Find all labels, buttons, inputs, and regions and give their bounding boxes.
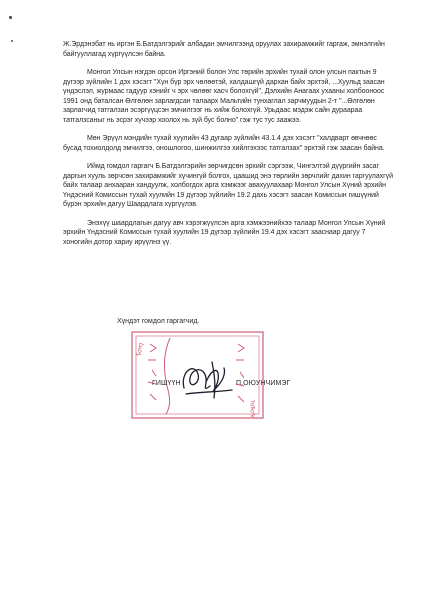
paragraph-5: Энэхүү шаардлагын дагуу авч хэрэгжүүлсэн арга хэмжээнийхээ талаар Монгол Улсын Хүний эрхийн Үндэсний Комиссын тухай хуулийн 19 дүгээр зүйлийн 19.4 дэх хэсэгт зааснаар дагуу 7 хоногийн дотор хариу ирүүлнэ үү. [63,219,386,246]
handwritten-signature-icon [176,358,236,400]
closing-greeting: Хүндэт гомдол гаргагчид. [117,318,200,325]
signer-name: П.ОЮУНЧИМЭГ [236,380,291,387]
svg-text:ᠮᠣᠩ: ᠮᠣᠩ [136,342,144,356]
letter-body [63,40,393,256]
signer-role: ГИШҮҮН [152,380,181,387]
paragraph-3: Мөн Эрүүл мэндийн тухай хуулийн 43 дугаар зүйлийн 43.1.4 дэх хэсэгт "халдварт өвчнөөс бусад тохиолдолд эмчилгээ, оношлогоо, шинжилгээ хийлгэхээс татгалзах" эрхтэй гэж заасан байна. [63,135,385,152]
paragraph-2: Монгол Улсын нэгдэн орсон Иргэний болон Улс төрийн эрхийн тухай олон улсын пактын 9 дүгээр зүйлийн 1 дэх хэсэгт "Хүн бүр эрх чөлөөтэй, халдашгүй дархан байх эрхтэй, ...Хуульд заасан үндэслэл, журмаас гадуур хэнийг ч эрх чөлөөг хасч болохгүй", Дэлхийн Анагаах ухааны холбооноос 1991 онд баталсан Өлгөлөн зарлагдсан талаарх Мальтийн тунхаглал зарчмуудын 2-т "...Өлгөлөн зарлагчид татгалзан эсэргүүцсэн эмчилгээг нь хийж болохгүй. Урьдаас мэдэж сайн дураараа татгалзсаныг нь эсрэг хүчээр хоолох нь зүй бус болно" гэж тус тус заажээ. [63,69,385,124]
scan-mark [11,40,13,42]
paragraph-1: Ж.Эрдэнэбат нь иргэн Б.Батдэлгэрийг албадан эмчилгээнд оруулах захирамжийг гаргаж, эмнэлгийн байгууллагад хүргүүлсэн байна. [63,41,385,58]
paragraph-4: Иймд гомдол гаргагч Б.Батдэлгэрийн зөрчигдсөн эрхийг сэргээж, Чингэлтэй дүүргийн засаг даргын хууль зөрчсөн захирамжийг хүчингүй болгох, цаашид энэ төрлийн зөрчлийг дахин гаргуулахгүй байх талаар анхааран хандуулж, холбогдох арга хэмжээг авахуулахаар Монгол Улсын Хүний эрхийн Үндэсний Комиссын тухай хуулийн 19 дүгээр зүйлийн 19.2 дахь хэсэгт заасан Комиссын гишүүний бүрэн эрхийн дагуу Шаардлага хүргүүлэв. [63,163,393,208]
svg-text:ᠤᠯᠤᠰ: ᠤᠯᠤᠰ [248,400,256,419]
scan-mark [9,16,12,19]
